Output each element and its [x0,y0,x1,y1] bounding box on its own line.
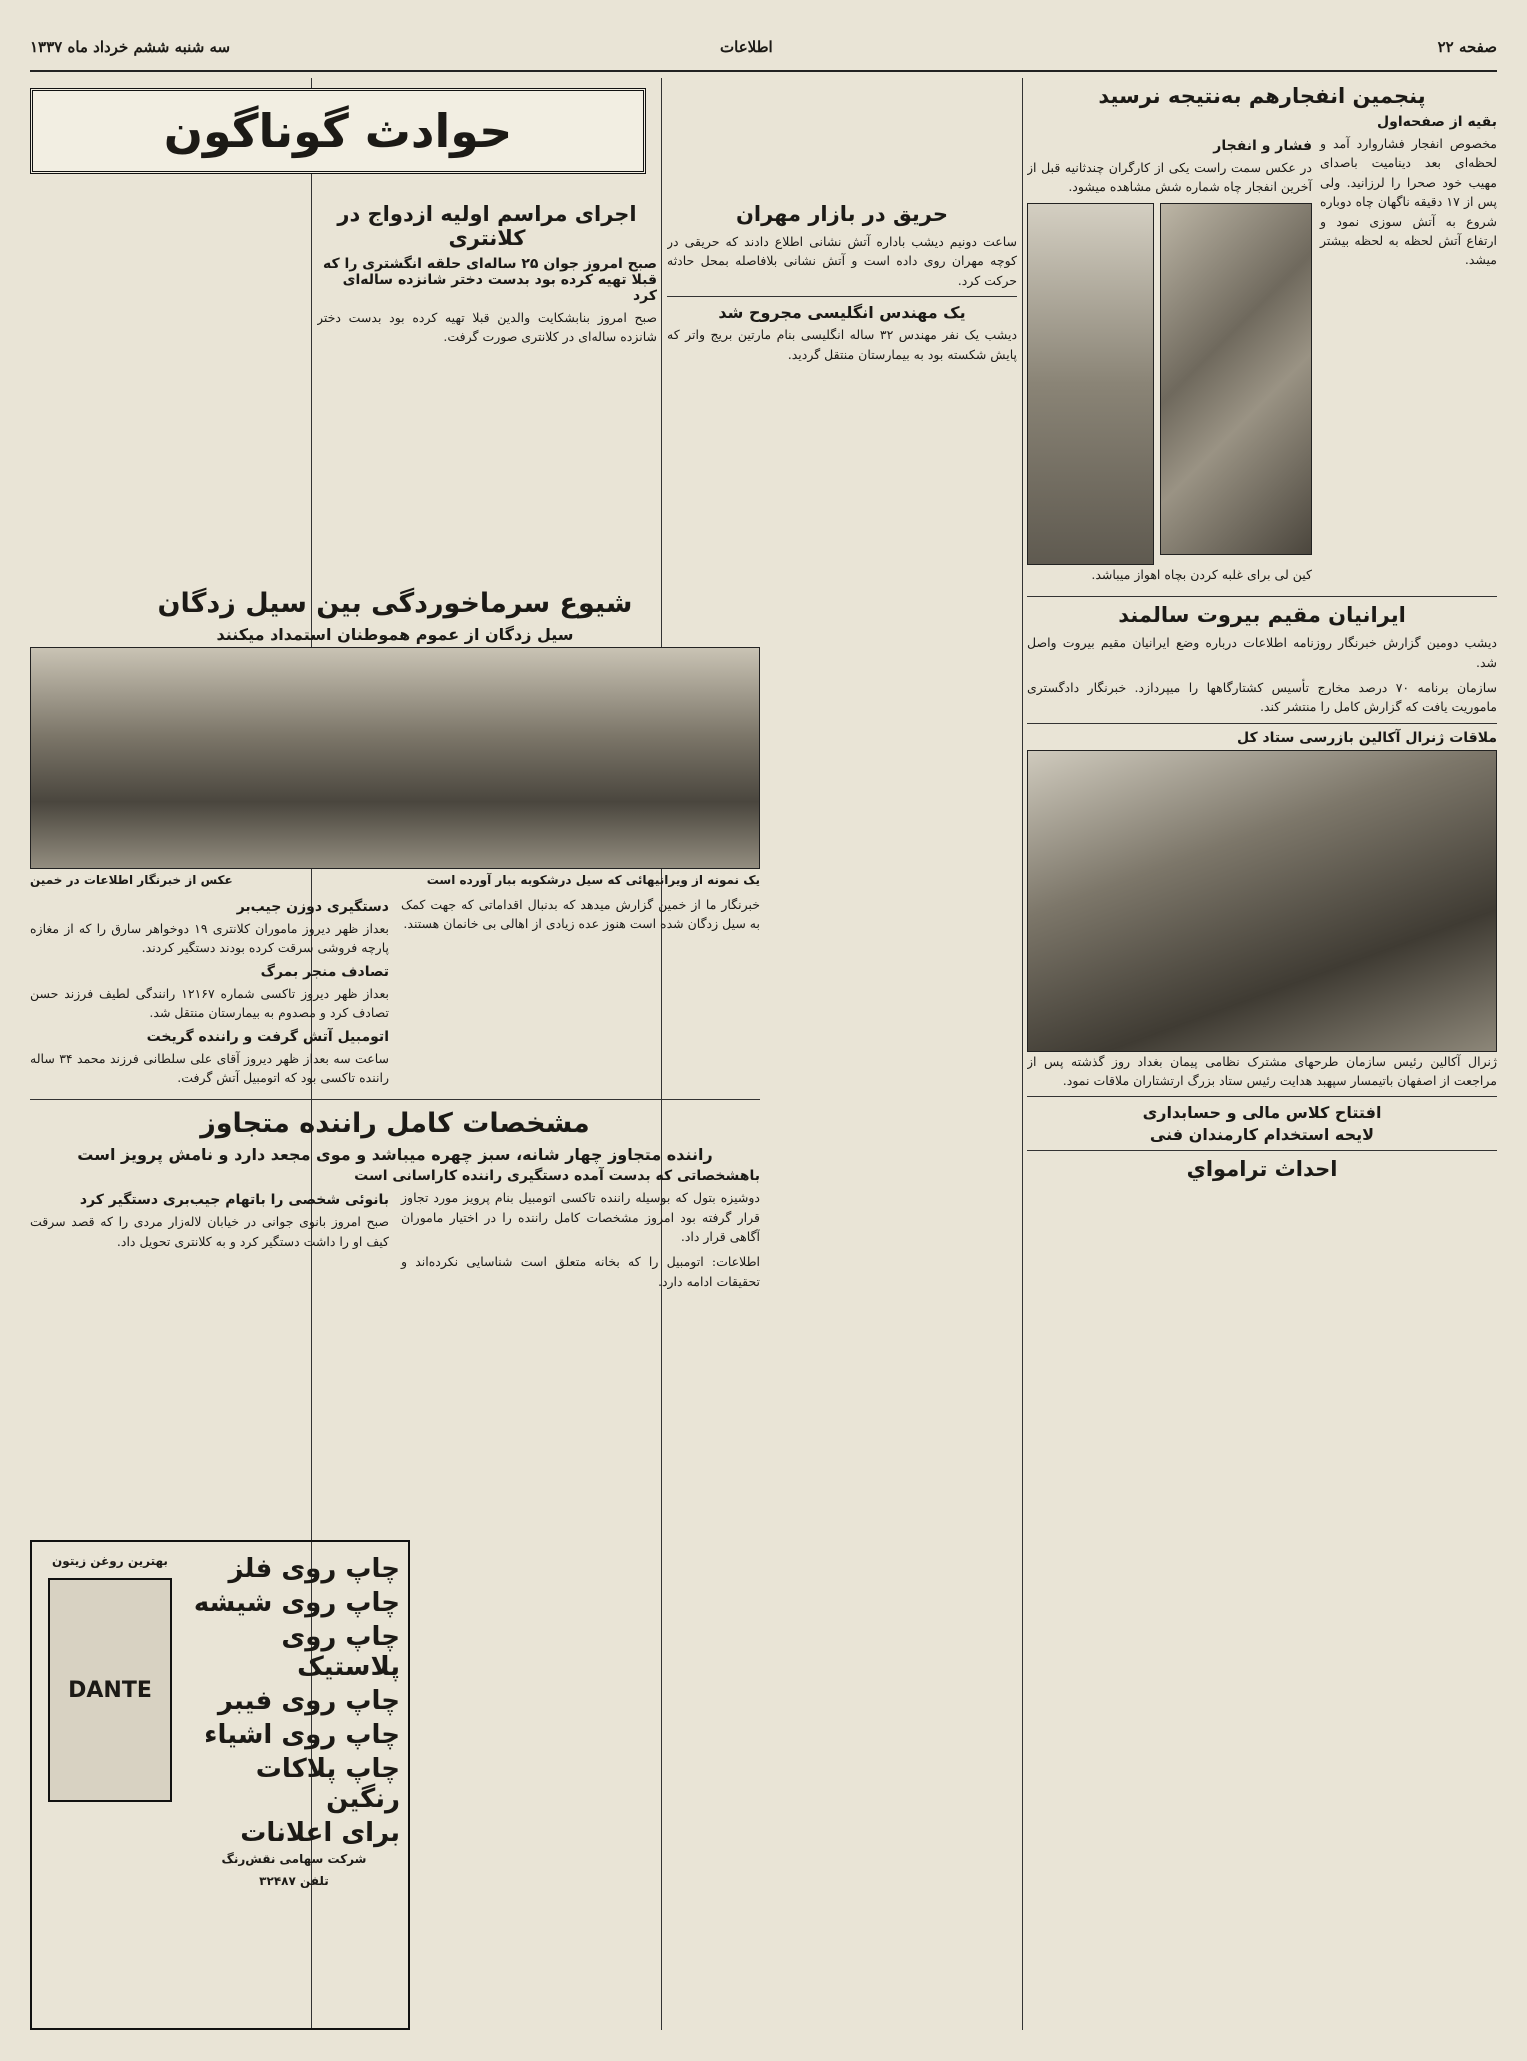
car-fire-text: ساعت سه بعداز ظهر دیروز آقای علی سلطانی فرزند محمد ۳۴ ساله راننده تاکسی بود که اتومبیل آتش گرفت. [30,1050,389,1085]
column-right [1027,78,1497,2030]
explosion-headline: پنجمین انفجارهم به‌نتیجه نرسید [1098,84,1426,108]
ad-tagline: بهترین روغن زیتون [52,1554,168,1568]
tribunal-text: سازمان برنامه ۷۰ درصد مخارج تأسیس کشتارگاهها را میپردازد. خبرنگار دادگستری ماموریت یافت که گزارش کامل را منتشر کند. [1027,679,1497,715]
dante-advertisement [30,1540,410,2030]
masthead-bar [30,30,1497,72]
issue-date: سه شنبه ششم خرداد ماه ۱۳۳۷ [30,38,231,56]
page-number: صفحه ۲۲ [1437,38,1497,56]
finance-class-headline: افتتاح کلاس مالی و حسابداری [1142,1103,1382,1123]
officers-photo [1027,750,1497,1052]
rapist-headline: مشخصات کامل راننده متجاوز [200,1108,590,1140]
ad-line-7: برای اعلانات [240,1818,400,1848]
general-text: ژنرال آکالین رئیس سازمان طرحهای مشترک نظامی پیمان بغداد روز گذشته پس از مراجعت از اصفهان باتیمسار سپهبد هدایت رئیس ستاد بزرگ ارتشتاران ملاقات نمود. [1027,1053,1497,1088]
accident-text: بعداز ظهر دیروز تاکسی شماره ۱۲۱۶۷ رانندگی لطیف فرزند حسن تصادف کرد و مصدوم به بیمارستان منتقل شد. [30,985,389,1021]
continued-note: بقیه از صفحه‌اول [1377,114,1497,130]
tramway-headline: احداث ترامواي [1186,1157,1338,1182]
flood-caption-a: عکس از خبرنگار اطلاعات در خمین [30,873,233,887]
woman-text: صبح امروز بانوی جوانی در خیابان لاله‌زار مردی را که قصد سرقت کیف او را داشت دستگیر کرد و به کلانتری تحویل داد. [30,1214,389,1249]
woman-head: بانوئی شخصی را باتهام جیب‌بری دستگیر کرد [79,1192,389,1209]
paper-name: اطلاعات [720,38,773,56]
ad-line-1: چاپ روی فلز [228,1554,400,1584]
pickpocket-head: دستگیری دوزن جیب‌بر [236,899,389,915]
banner-title: حوادث گوناگون [163,104,513,158]
olive-oil-can-icon [48,1578,172,1802]
explosion-text: مخصوص انفجار فشاروارد آمد و لحظه‌ای بعد دینامیت باصدای مهیب خود صحرا را لرزانید. ولی پس از ۱۷ دقیقه ناگهان چاه دوباره شروع به آتش سوزی نمود و ارتفاع آتش لحظه به لحظه بیشتر میشد. [1320,136,1497,268]
engineer-headline: یک مهندس انگلیسی مجروح شد [718,303,966,323]
men-at-well-photo [1160,203,1312,555]
mehran-fire-headline: حریق در بازار مهران [735,202,948,226]
flood-text: خبرنگار ما از خمین گزارش میدهد که بدنبال اقداماتی که جهت کمک به سیل زدگان شده است هنوز عده زیادی از اهالی بی خانمان هستند. [401,897,760,932]
ad-line-5: چاپ روی اشیاء [204,1720,400,1750]
photo-caption-men: کین لی برای غلبه کردن بچاه اهواز میباشد. [1091,566,1312,582]
ad-line-2: چاپ روی شیشه [193,1588,400,1618]
mehran-fire-text: ساعت دونیم دیشب باداره آتش نشانی اطلاع دادند که حریقی در کوچه مهران روی داده است و آتش نشانی بلافاصله بمحل حادثه حرکت کرد. [667,234,1017,288]
well-fire-photo [1027,203,1154,565]
general-photo-caption: ملاقات ژنرال آکالین بازرسی ستاد کل [1236,729,1497,746]
photo-caption-fire: در عکس سمت راست یکی از کارگران چندثانیه قبل از آخرین انفجار چاه شماره شش مشاهده میشود. [1027,160,1312,195]
iran-beirut-headline: ایرانیان مقیم بیروت سالمند [1118,603,1406,628]
rapist-text: دوشیزه بتول که بوسیله راننده تاکسی اتومبیل بنام پرویز مورد تجاوز قرار گرفته بود امروز مشخصات کامل راننده را در اختیار ماموران آگاهی قرار داد. [401,1190,760,1244]
ring-text: صبح امروز بنابشکایت والدین قبلا تهیه کرده بود بدست دختر شانزده ساله‌ای در کلانتری صورت گرفت. [317,310,657,345]
rapist-text-2: اطلاعات: اتومبیل را که بخانه متعلق است شناسایی نکرده‌اند و تحقیقات ادامه دارد. [401,1254,760,1289]
flood-subhead: سیل زدگان از عموم هموطنان استمداد میکنند [216,625,574,644]
flood-caption-b: یک نمونه از ویرانیهائی که سیل درشکوبه ببار آورده است [426,873,760,887]
rapist-subhead-2: باهشخصاتی که بدست آمده دستگیری راننده کاراسانی است [354,1168,760,1185]
ad-brand: DANTE [68,1677,152,1703]
flood-photo [30,647,760,869]
ad-line-4: چاپ روی فیبر [217,1686,400,1716]
ring-headline: اجرای مراسم اولیه ازدواج در کلانتری [337,202,637,250]
pressure-subhead: فشار و انفجار [1213,138,1312,154]
section-banner [30,88,646,174]
flood-headline: شیوع سرماخوردگی بین سیل زدگان [157,588,633,619]
car-fire-head: اتومبیل آتش گرفت و راننده گریخت [146,1028,389,1045]
ring-subhead: صبح امروز جوان ۲۵ ساله‌ای حلقه انگشتری را که قبلا تهیه کرده بود بدست دختر شانزده ساله‌ای کرد [323,256,657,304]
ad-line-3: چاپ روی پلاستیک [281,1622,400,1682]
ad-line-6: چاپ پلاکات رنگین [255,1754,400,1814]
iran-beirut-text: دیشب دومین گزارش خبرنگار روزنامه اطلاعات درباره وضع ایرانیان مقیم بیروت واصل شد. [1027,635,1497,670]
ad-company: شرکت سهامی نقش‌رنگ [221,1852,367,1866]
rapist-subhead: راننده متجاوز چهار شانه، سبز چهره میباشد و موی مجعد دارد و نامش پرویز است [77,1145,713,1165]
ad-phone: تلفن ۳۲۴۸۷ [259,1874,329,1888]
accident-head: تصادف منجر بمرگ [260,963,389,980]
newspaper-page [30,30,1497,2030]
engineer-text: دیشب یک نفر مهندس ۳۲ ساله انگلیسی بنام مارتین بریج واتر که پایش شکسته بود به بیمارستان منتقل گردید. [667,327,1017,362]
pickpocket-text: بعداز ظهر دیروز ماموران کلانتری ۱۹ دوخواهر سارق را که از مغازه پارچه فروشی سرقت کرده بودند دستگیر کردند. [30,921,389,956]
employment-headline: لایحه استخدام کارمندان فنی [1149,1125,1375,1145]
